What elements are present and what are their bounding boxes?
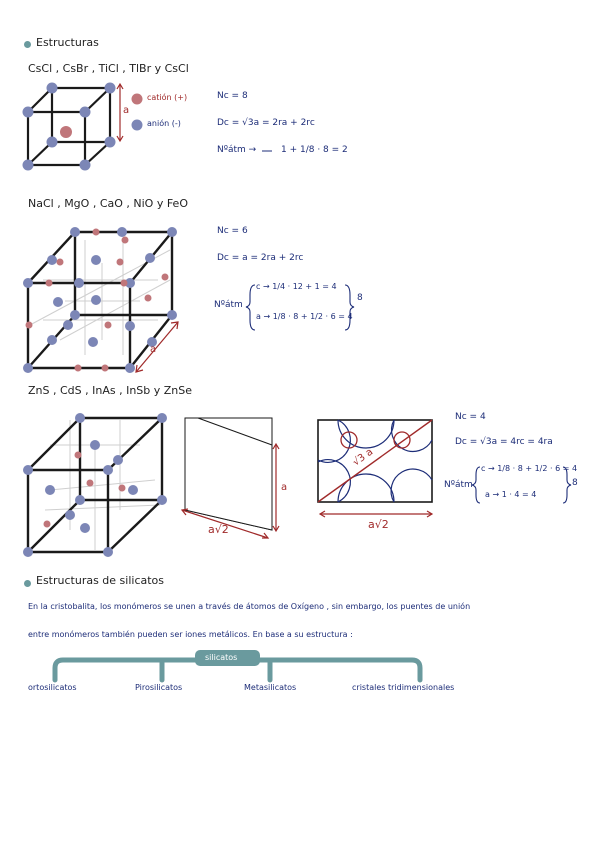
side-label-a: a <box>281 482 288 493</box>
atoms-cation-count: c → 1/8 · 8 + 1/2 · 6 = 4 <box>481 464 578 473</box>
legend-cation: catión (+) <box>147 93 188 102</box>
section-heading: Estructuras de silicatos <box>36 574 165 587</box>
tree-leaf: cristales tridimensionales <box>352 683 455 692</box>
compound-list-nacl: NaCl , MgO , CaO , NiO y FeO <box>28 197 188 210</box>
compound-list-cscl: CsCl , CsBr , TiCl , TlBr y CsCl <box>28 62 189 75</box>
paragraph-line: entre monómeros también pueden ser iones metálicos. En base a su estructura : <box>28 630 353 639</box>
atoms-per-cell-label: Nºátm → <box>217 145 257 155</box>
coordination-number: Nc = 6 <box>217 226 248 236</box>
coordination-number: Nc = 4 <box>455 412 486 422</box>
section-heading: Estructuras <box>36 36 99 49</box>
atoms-cation-count: c → 1/4 · 12 + 1 = 4 <box>256 282 337 291</box>
atoms-anion-count: a → 1/8 · 8 + 1/2 · 6 = 4 <box>256 312 353 321</box>
tree-leaf: Pirosilicatos <box>135 683 183 692</box>
edge-label-a: a <box>150 344 157 355</box>
compound-list-zns: ZnS , CdS , InAs , InSb y ZnSe <box>28 384 193 397</box>
edge-label-a: a <box>123 105 130 116</box>
atoms-anion-count: a → 1 · 4 = 4 <box>485 490 537 499</box>
contact-distance: Dc = √3a = 4rc = 4ra <box>455 437 553 447</box>
atoms-total: 8 <box>572 478 578 488</box>
tree-leaf: ortosilicatos <box>28 683 77 692</box>
rect-bottom-label: a√2 <box>368 518 389 531</box>
bottom-label-a-root2: a√2 <box>208 523 229 536</box>
diagonal-label: √3 a <box>350 446 376 469</box>
paragraph-line: En la cristobalita, los monómeros se unen a través de átomos de Oxígeno , sin embargo, los puentes de unión <box>28 602 471 611</box>
legend-anion: anión (-) <box>147 119 181 128</box>
contact-distance: Dc = √3a = 2ra + 2rc <box>217 118 315 128</box>
atoms-per-cell-label: Nºátm <box>444 480 473 490</box>
atoms-total: 8 <box>357 293 363 303</box>
tree-leaf: Metasilicatos <box>244 683 297 692</box>
coordination-number: Nc = 8 <box>217 91 248 101</box>
contact-distance: Dc = a = 2ra + 2rc <box>217 253 304 263</box>
atoms-per-cell-label: Nºátm <box>214 300 243 310</box>
tree-root-label: silicatos <box>205 653 238 662</box>
atoms-per-cell-value: 1 + 1/8 · 8 = 2 <box>281 145 348 155</box>
